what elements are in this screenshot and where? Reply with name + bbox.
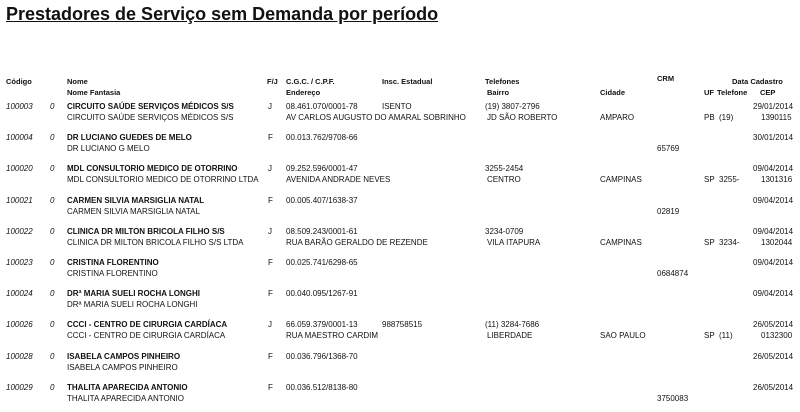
cell-flag: 0	[50, 383, 55, 392]
cell-flag: 0	[50, 227, 55, 236]
cell-telefones: 3234-0709	[485, 227, 524, 236]
cell-cidade: CAMPINAS	[600, 175, 642, 184]
cell-uf: PB	[704, 113, 715, 122]
cell-cep: 1301316	[761, 175, 793, 184]
cell-codigo: 100024	[6, 289, 33, 298]
cell-codigo: 100020	[6, 164, 33, 173]
cell-cep: 1390115	[761, 113, 792, 122]
header-telefone: Telefone	[717, 88, 748, 97]
cell-cidade: SAO PAULO	[600, 331, 646, 340]
cell-endereco: RUA BARÃO GERALDO DE REZENDE	[286, 238, 428, 247]
cell-endereco: RUA MAESTRO CARDIM	[286, 331, 379, 340]
header-cidade: Cidade	[600, 88, 626, 97]
cell-telefone: 3255-	[719, 175, 740, 184]
cell-flag: 0	[50, 196, 55, 205]
cell-cgc-cpf: 00.040.095/1267-91	[286, 289, 358, 298]
cell-codigo: 100003	[6, 102, 33, 111]
cell-crm: 02819	[657, 207, 680, 216]
cell-nome: THALITA APARECIDA ANTONIO	[67, 383, 188, 392]
cell-cgc-cpf: 00.036.512/8138-80	[286, 383, 358, 392]
cell-data-cadastro: 09/04/2014	[753, 196, 794, 205]
cell-cidade: AMPARO	[600, 113, 635, 122]
cell-cgc-cpf: 00.025.741/6298-65	[286, 258, 358, 267]
cell-cidade: CAMPINAS	[600, 238, 642, 247]
cell-fj: F	[268, 196, 273, 205]
header-bairro: Bairro	[487, 88, 510, 97]
cell-insc-estadual: 988758515	[382, 320, 423, 329]
cell-fj: J	[268, 227, 272, 236]
cell-nome-fantasia: THALITA APARECIDA ANTONIO	[67, 394, 184, 403]
cell-bairro: JD SÃO ROBERTO	[487, 113, 558, 122]
cell-cgc-cpf: 08.509.243/0001-61	[286, 227, 358, 236]
cell-fj: F	[268, 352, 273, 361]
cell-uf: SP	[704, 331, 715, 340]
cell-codigo: 100026	[6, 320, 33, 329]
cell-telefones: (19) 3807-2796	[485, 102, 540, 111]
cell-telefone: (11)	[719, 331, 733, 340]
cell-cgc-cpf: 00.036.796/1368-70	[286, 352, 358, 361]
cell-fj: F	[268, 289, 273, 298]
cell-cgc-cpf: 00.013.762/9708-66	[286, 133, 358, 142]
cell-nome-fantasia: CCCI - CENTRO DE CIRURGIA CARDÍACA	[67, 331, 226, 340]
cell-nome: CCCI - CENTRO DE CIRURGIA CARDÍACA	[67, 320, 228, 329]
cell-fj: J	[268, 320, 272, 329]
header-cgc: C.G.C. / C.P.F.	[286, 77, 335, 86]
cell-flag: 0	[50, 102, 55, 111]
cell-nome-fantasia: CIRCUITO SAÚDE SERVIÇOS MÉDICOS S/S	[67, 113, 234, 122]
cell-nome: CIRCUITO SAÚDE SERVIÇOS MÉDICOS S/S	[67, 102, 234, 111]
cell-flag: 0	[50, 164, 55, 173]
cell-telefones: (11) 3284-7686	[485, 320, 540, 329]
cell-data-cadastro: 30/01/2014	[753, 133, 794, 142]
header-nome-fantasia: Nome Fantasia	[67, 88, 121, 97]
cell-data-cadastro: 26/05/2014	[753, 383, 794, 392]
cell-endereco: AV CARLOS AUGUSTO DO AMARAL SOBRINHO	[286, 113, 466, 122]
cell-crm: 65769	[657, 144, 680, 153]
cell-fj: J	[268, 102, 272, 111]
cell-uf: SP	[704, 175, 715, 184]
cell-codigo: 100021	[6, 196, 33, 205]
cell-codigo: 100029	[6, 383, 33, 392]
cell-nome-fantasia: DRª MARIA SUELI ROCHA LONGHI	[67, 300, 198, 309]
cell-cgc-cpf: 66.059.379/0001-13	[286, 320, 358, 329]
header-telefones: Telefones	[485, 77, 520, 86]
header-codigo: Código	[6, 77, 32, 86]
header-fj: F/J	[267, 77, 278, 86]
header-crm: CRM	[657, 74, 675, 83]
cell-cgc-cpf: 08.461.070/0001-78	[286, 102, 358, 111]
cell-data-cadastro: 09/04/2014	[753, 227, 794, 236]
cell-data-cadastro: 09/04/2014	[753, 258, 794, 267]
cell-nome-fantasia: CRISTINA FLORENTINO	[67, 269, 158, 278]
cell-flag: 0	[50, 352, 55, 361]
cell-bairro: VILA ITAPURA	[487, 238, 541, 247]
cell-cgc-cpf: 09.252.596/0001-47	[286, 164, 358, 173]
cell-data-cadastro: 29/01/2014	[753, 102, 794, 111]
cell-insc-estadual: ISENTO	[382, 102, 412, 111]
cell-nome: MDL CONSULTORIO MEDICO DE OTORRINO	[67, 164, 238, 173]
header-cep: CEP	[760, 88, 776, 97]
cell-fj: F	[268, 133, 273, 142]
cell-cep: 1302044	[761, 238, 793, 247]
cell-cgc-cpf: 00.005.407/1638-37	[286, 196, 358, 205]
header-endereco: Endereço	[286, 88, 321, 97]
cell-flag: 0	[50, 258, 55, 267]
cell-fj: J	[268, 164, 272, 173]
cell-nome-fantasia: CLINICA DR MILTON BRICOLA FILHO S/S LTDA	[67, 238, 244, 247]
cell-codigo: 100023	[6, 258, 33, 267]
cell-data-cadastro: 26/05/2014	[753, 320, 794, 329]
cell-data-cadastro: 09/04/2014	[753, 164, 794, 173]
cell-codigo: 100028	[6, 352, 33, 361]
cell-nome: CLINICA DR MILTON BRICOLA FILHO S/S	[67, 227, 225, 236]
cell-codigo: 100004	[6, 133, 33, 142]
cell-nome-fantasia: MDL CONSULTORIO MEDICO DE OTORRINO LTDA	[67, 175, 259, 184]
cell-fj: F	[268, 258, 273, 267]
cell-endereco: AVENIDA ANDRADE NEVES	[286, 175, 391, 184]
cell-codigo: 100022	[6, 227, 33, 236]
cell-flag: 0	[50, 320, 55, 329]
cell-nome-fantasia: DR LUCIANO G MELO	[67, 144, 150, 153]
cell-nome: DR LUCIANO GUEDES DE MELO	[67, 133, 192, 142]
cell-telefone: (19)	[719, 113, 734, 122]
cell-flag: 0	[50, 289, 55, 298]
cell-nome: CRISTINA FLORENTINO	[67, 258, 159, 267]
cell-bairro: LIBERDADE	[487, 331, 533, 340]
cell-nome: ISABELA CAMPOS PINHEIRO	[67, 352, 181, 361]
header-uf: UF	[704, 88, 714, 97]
header-data-cadastro: Data Cadastro	[732, 77, 783, 86]
report-title: Prestadores de Serviço sem Demanda por período	[6, 4, 439, 24]
cell-nome: CARMEN SILVIA MARSIGLIA NATAL	[67, 196, 205, 205]
cell-uf: SP	[704, 238, 715, 247]
cell-crm: 0684874	[657, 269, 689, 278]
cell-fj: F	[268, 383, 273, 392]
cell-cep: 0132300	[761, 331, 793, 340]
header-nome: Nome	[67, 77, 88, 86]
cell-telefone: 3234-	[719, 238, 740, 247]
cell-nome-fantasia: ISABELA CAMPOS PINHEIRO	[67, 363, 178, 372]
cell-data-cadastro: 09/04/2014	[753, 289, 794, 298]
cell-bairro: CENTRO	[487, 175, 521, 184]
cell-crm: 3750083	[657, 394, 689, 403]
cell-telefones: 3255-2454	[485, 164, 524, 173]
cell-nome-fantasia: CARMEN SILVIA MARSIGLIA NATAL	[67, 207, 200, 216]
cell-nome: DRª MARIA SUELI ROCHA LONGHI	[67, 289, 201, 298]
header-insc: Insc. Estadual	[382, 77, 433, 86]
cell-data-cadastro: 26/05/2014	[753, 352, 794, 361]
cell-flag: 0	[50, 133, 55, 142]
